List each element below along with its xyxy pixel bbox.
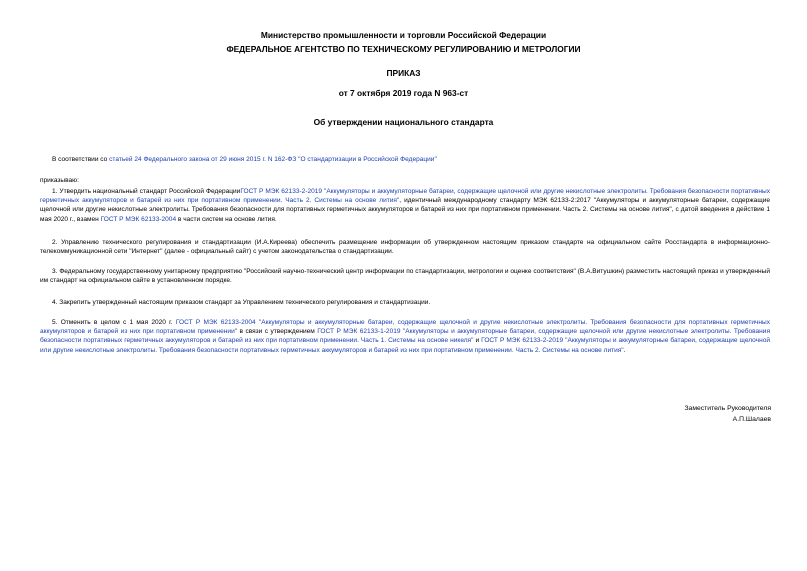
item5-text-2: в связи с утверждением [237,328,318,336]
ministry-title: Министерство промышленности и торговли Российской Федерации [260,30,547,40]
order-item-1 [40,187,770,224]
item5-text: 5. Отменить в целом с 1 мая 2020 г. [52,319,176,326]
order-item-4 [40,298,770,307]
agency-title: ФЕДЕРАЛЬНОЕ АГЕНТСТВО ПО ТЕХНИЧЕСКОМУ РЕГУЛИРОВАНИЮ И МЕТРОЛОГИИ [226,44,581,54]
preamble [40,155,770,164]
document-subject: Об утверждении национального стандарта [313,117,494,127]
item1-text-3: в части систем на основе лития. [176,215,277,223]
gost-62133-2004-cancel-link[interactable]: ГОСТ Р МЭК 62133-2004 "Аккумуляторы и аккумуляторные батареи, содержащие щелочной и другие некислотные электролиты. Требования безопасности для портативных герметичных аккумуляторов и батарей из них при портативном применении" [40,319,770,336]
signatory-title: Заместитель Руководителя [684,405,771,412]
signatory-name: А.П.Шалаев [732,416,771,423]
preamble-text: В соответствии со [52,156,110,163]
federal-law-link[interactable]: статьей 24 Федерального закона от 29 июня 2015 г. N 162-ФЗ "О стандартизации в Российской Федерации" [109,156,437,163]
order-item-5 [40,318,770,355]
gost-62133-2004-link[interactable]: ГОСТ Р МЭК 62133-2004 [100,215,177,223]
item5-text-4: . [623,346,626,354]
item1-text: 1. Утвердить национальный стандарт Российской Федерации [52,188,241,195]
order-item-3 [40,267,770,285]
document-date-number: от 7 октября 2019 года N 963-ст [338,88,469,98]
document-type: ПРИКАЗ [386,68,421,78]
gost-62133-2-2019-link[interactable]: ГОСТ Р МЭК 62133-2-2019 "Аккумуляторы и аккумуляторные батареи, содержащие щелочной или другие некислотные электролиты. Требования безопасности портативных герметичных аккумуляторов и батарей из них при портативном применении. Часть 2. Системы на основе лития" [40,188,770,205]
gost-62133-2-2019-link-2[interactable]: ГОСТ Р МЭК 62133-2-2019 "Аккумуляторы и аккумуляторные батареи, содержащие щелочной или другие некислотные электролиты. Требования безопасности портативных герметичных аккумуляторов и батарей из них при портативном применении. Часть 2. Системы на основе лития" [40,337,771,354]
gost-62133-1-2019-link[interactable]: ГОСТ Р МЭК 62133-1-2019 "Аккумуляторы и аккумуляторные батареи, содержащие щелочной или другие некислотные электролиты. Требования безопасности портативных герметичных аккумуляторов и батарей из них при портативном применении. Часть 1. Системы на основе никеля" [40,328,770,345]
order-item-2 [40,238,770,256]
item1-text-2: , идентичный международному стандарту МЭК 62133-2:2017 "Аккумуляторы и аккумуляторные батареи, содержащие щелочной или другие некислотные электролиты. Требования безопасности для портативных герметичных аккумуляторов и батарей из них при портативном применении. Часть 2. Системы на основе лития", с датой введения в действие 1 мая 2020 г., взамен [40,197,771,223]
item3-text: 3. Федеральному государственному унитарному предприятию "Российский научно-технический центр информации по стандартизации, метрологии и оценке соответствия" (В.А.Витушкин) разместить настоящий приказ и утвержденный им стандарт на официальном сайте в установленном порядке. [40,268,770,285]
item4-text: 4. Закрепить утвержденный настоящим приказом стандарт за Управлением технического регулирования и стандартизации. [52,299,431,306]
item2-text: 2. Управлению технического регулирования и стандартизации (И.А.Киреева) обеспечить размещение информации об утвержденном настоящим приказом стандарте на официальном сайте Росстандарта в информационно-телекоммуникационной сети "Интернет" (далее - официальный сайт) с учетом законодательства о стандартизации. [40,239,770,256]
item5-text-3: и [473,337,482,345]
order-word: приказываю: [40,177,79,184]
